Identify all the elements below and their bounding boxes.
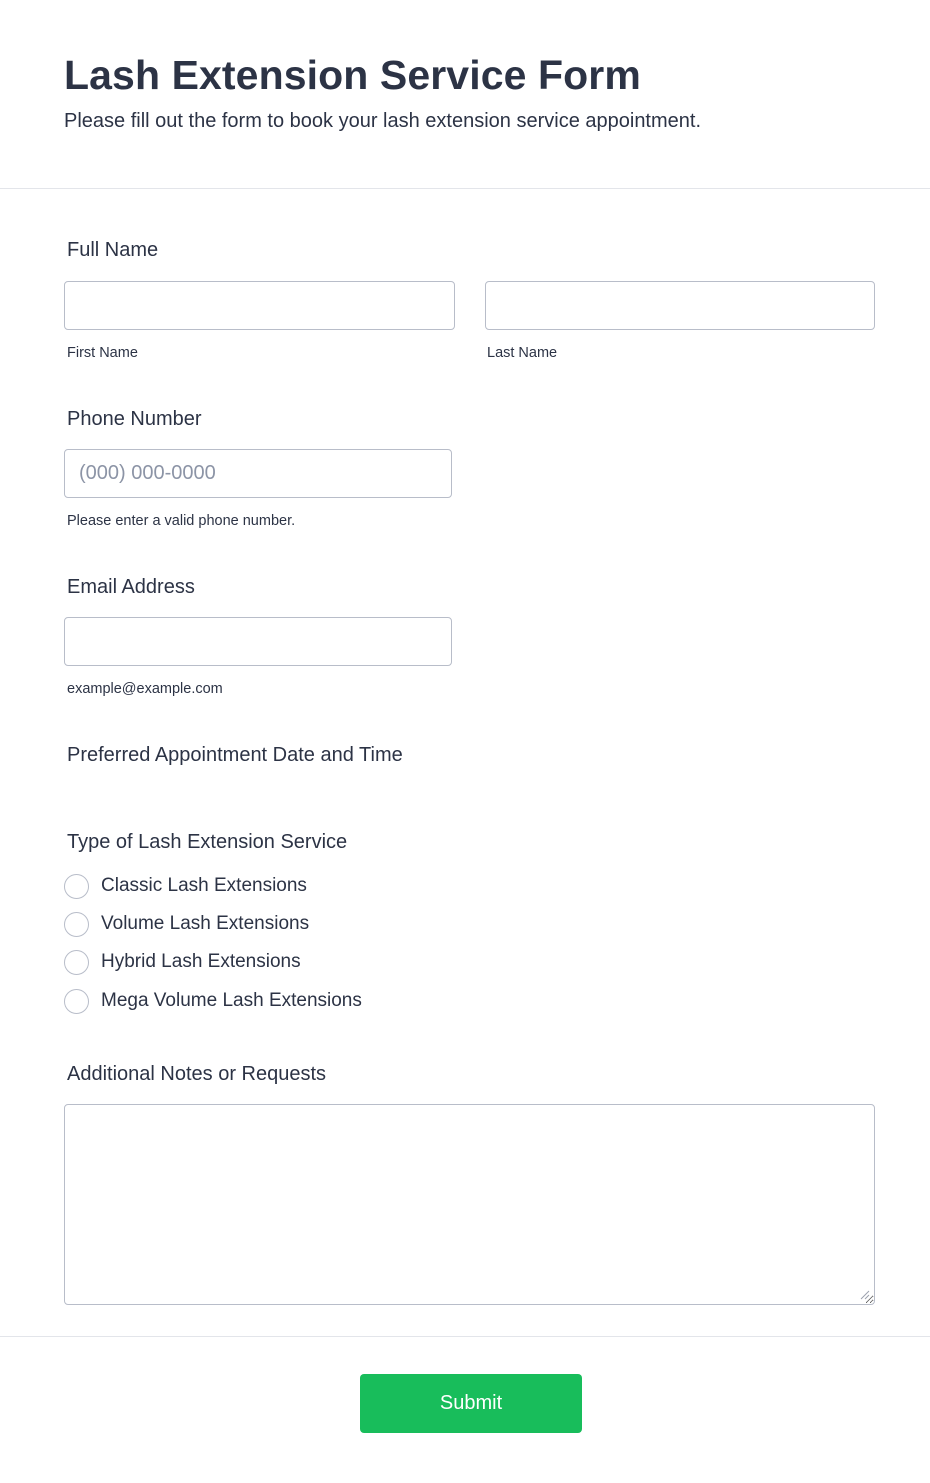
- service-option-mega-volume[interactable]: [64, 988, 362, 1014]
- appointment-label: Preferred Appointment Date and Time: [67, 744, 403, 766]
- radio-circle[interactable]: [64, 989, 89, 1014]
- form-title: Lash Extension Service Form: [64, 52, 641, 98]
- email-sublabel: example@example.com: [67, 681, 223, 697]
- email-label: Email Address: [67, 576, 195, 598]
- service-option-label: Hybrid Lash Extensions: [101, 951, 301, 972]
- phone-input[interactable]: [64, 449, 452, 498]
- notes-textarea[interactable]: [64, 1104, 875, 1305]
- email-input[interactable]: [64, 617, 452, 666]
- radio-circle[interactable]: [64, 874, 89, 899]
- last-name-input[interactable]: [485, 281, 875, 330]
- submit-button[interactable]: Submit: [360, 1374, 582, 1433]
- service-option-classic[interactable]: [64, 873, 307, 899]
- phone-label: Phone Number: [67, 408, 202, 430]
- radio-circle[interactable]: [64, 912, 89, 937]
- first-name-input[interactable]: [64, 281, 455, 330]
- full-name-label: Full Name: [67, 239, 159, 261]
- service-option-volume[interactable]: [64, 911, 309, 937]
- radio-circle[interactable]: [64, 950, 89, 975]
- footer-divider: [0, 1336, 930, 1337]
- form-subtitle: Please fill out the form to book your lash extension service appointment.: [64, 110, 702, 132]
- service-option-label: Mega Volume Lash Extensions: [101, 990, 362, 1011]
- service-type-label: Type of Lash Extension Service: [67, 831, 348, 853]
- notes-label: Additional Notes or Requests: [67, 1063, 327, 1085]
- first-name-sublabel: First Name: [67, 345, 138, 361]
- service-option-label: Classic Lash Extensions: [101, 875, 307, 896]
- last-name-sublabel: Last Name: [487, 345, 558, 361]
- phone-sublabel: Please enter a valid phone number.: [67, 513, 296, 529]
- form-header: [0, 0, 930, 189]
- service-option-hybrid[interactable]: [64, 949, 301, 975]
- service-option-label: Volume Lash Extensions: [101, 913, 310, 934]
